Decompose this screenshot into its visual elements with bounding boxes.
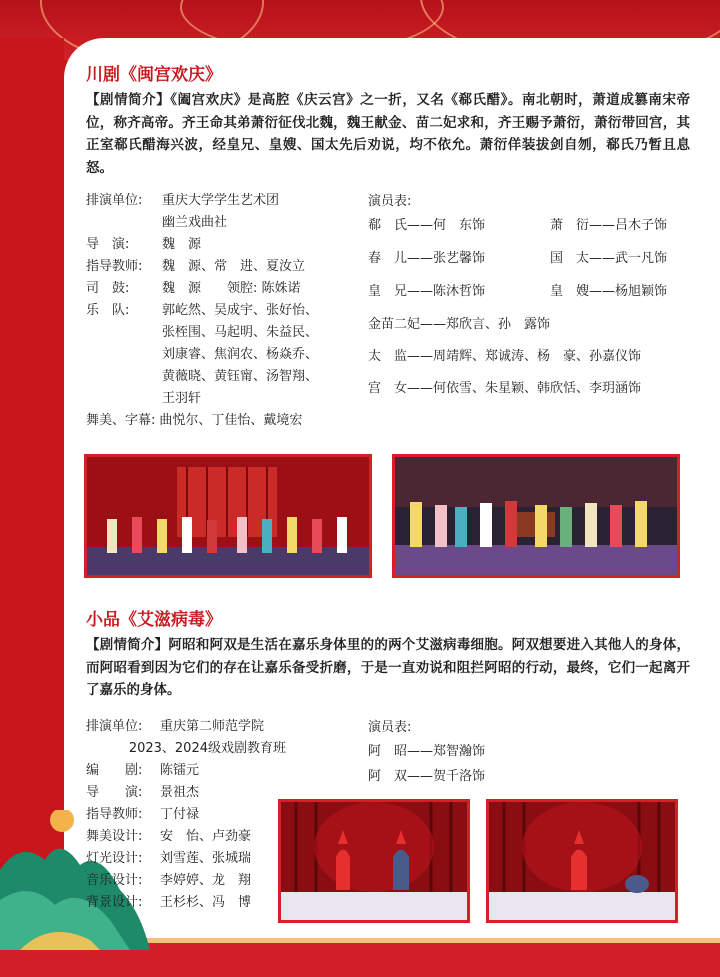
credit-label: 司 鼓: (86, 281, 130, 296)
stage-photo (278, 799, 470, 923)
credit-row (86, 278, 376, 300)
credit-value: 重庆大学学生艺术团 (162, 193, 280, 208)
credit-value: 2023、2024级戏剧教育班 (128, 741, 286, 756)
credit-label: 指导教师: (86, 807, 143, 822)
section-title-play1: 川剧《闽宫欢庆》 (86, 60, 222, 85)
credit-row (86, 738, 286, 760)
stage-scene-graphic (87, 457, 369, 575)
credit-row (86, 826, 286, 848)
credit-value: 王杉杉、冯 博 (160, 895, 252, 910)
credit-value: 魏 源 领腔: 陈姝诺 (162, 281, 301, 296)
credit-label: 编 剧: (86, 763, 143, 778)
credit-value: 安 怡、卢劲豪 (160, 829, 252, 844)
credit-row (86, 234, 376, 256)
section-title-play2: 小品《艾滋病毒》 (86, 605, 222, 630)
credit-label (86, 366, 162, 388)
stage-scene-graphic (281, 802, 467, 920)
credit-row (86, 716, 286, 738)
stage-photo (84, 454, 372, 578)
credit-value: 郭屹然、吴成宇、张好怡、 (162, 303, 319, 318)
cast-title: 演员表: (368, 720, 412, 735)
credit-value: 刘雪莲、张城瑞 (160, 851, 252, 866)
credit-value: 魏 源、常 进、夏汝立 (162, 259, 306, 274)
credit-row (86, 256, 376, 278)
cast-entry: 宫 女——何依雪、朱星颖、韩欣恬、李玥涵饰 (368, 381, 642, 396)
credit-value: 李婷婷、龙 翔 (160, 873, 252, 888)
credits-play1 (86, 190, 376, 432)
credit-row (86, 782, 286, 804)
credit-row (86, 322, 376, 344)
credit-label: 音乐设计: (86, 873, 143, 888)
credit-label (86, 322, 162, 344)
cast-entry: 皇 兄——陈沐哲饰 (368, 284, 486, 299)
cast-entry: 太 监——周靖辉、郑诚涛、杨 豪、孙嘉仪饰 (368, 349, 642, 364)
stage-scene-graphic (489, 802, 675, 920)
cast-list-play1 (368, 190, 698, 400)
cast-entry: 阿 昭——郑智瀚饰 (368, 744, 486, 759)
credit-row (86, 870, 286, 892)
credit-label: 背景设计: (86, 895, 143, 910)
credit-value: 陈镭元 (160, 763, 200, 778)
cast-list-play2 (368, 716, 568, 784)
credit-label: 导 演: (86, 785, 143, 800)
cast-entry: 国 太——武一凡饰 (550, 251, 668, 266)
credit-value: 魏 源 (162, 237, 202, 252)
left-border (0, 38, 64, 938)
credit-row (86, 892, 286, 914)
credit-label: 舞美、字幕: (86, 413, 156, 428)
cast-entry: 郗 氏——何 东饰 (368, 218, 486, 233)
credit-value: 丁付禄 (160, 807, 200, 822)
credit-label (86, 388, 162, 410)
credit-value: 刘康睿、焦润农、杨焱乔、 (162, 347, 319, 362)
credit-row (86, 760, 286, 782)
credit-row (86, 848, 286, 870)
credit-row (86, 300, 376, 322)
credit-value: 王羽轩 (162, 391, 202, 406)
credit-label: 排演单位: (86, 719, 143, 734)
credit-row (86, 410, 376, 432)
cast-entry: 春 儿——张艺馨饰 (368, 251, 486, 266)
cast-title: 演员表: (368, 194, 412, 209)
credit-row (86, 344, 376, 366)
cast-entry: 皇 嫂——杨旭颖饰 (550, 284, 668, 299)
stage-photo (392, 454, 680, 578)
credit-row (86, 212, 376, 234)
credit-label (86, 738, 129, 760)
credit-label: 排演单位: (86, 193, 143, 208)
synopsis-play2: 【剧情简介】阿昭和阿双是生活在嘉乐身体里的的两个艾滋病毒细胞。阿双想要进入其他人的身体，而阿昭看到因为它们的存在让嘉乐备受折磨，于是一直劝说和阻拦阿昭的行动，最终，它们一起离开了嘉乐的身体。 (86, 637, 690, 698)
cast-entry: 金苗二妃——郑欣言、孙 露饰 (368, 317, 551, 332)
credit-value: 重庆第二师范学院 (160, 719, 265, 734)
stage-photo (486, 799, 678, 923)
credit-label: 舞美设计: (86, 829, 143, 844)
cast-entry: 阿 双——贺千洛饰 (368, 769, 486, 784)
credit-row (86, 388, 376, 410)
credit-value: 曲悦尔、丁佳怡、戴境宏 (159, 413, 303, 428)
credit-row (86, 190, 376, 212)
credit-value: 景祖杰 (160, 785, 200, 800)
credit-value: 黄薇晓、黄钰甯、汤智翔、 (162, 369, 319, 384)
credit-label: 灯光设计: (86, 851, 143, 866)
credit-row (86, 804, 286, 826)
credit-row (86, 366, 376, 388)
synopsis-play1: 【剧情简介】《阖宫欢庆》是高腔《庆云宫》之一折，又名《郗氏醋》。南北朝时，萧道成篡南宋帝位，称齐高帝。齐王命其弟萧衍征伐北魏，魏王献金、苗二妃求和，齐王赐予萧衍，萧衍带回宫，其正室郗氏醋海兴波，经皇兄、皇嫂、国太先后劝说，均不依允。萧衍佯装拔剑自刎，郗氏乃暂且息怒。 (86, 92, 690, 176)
credit-label: 乐 队: (86, 303, 130, 318)
credit-value: 幽兰戏曲社 (162, 215, 228, 230)
cast-entry: 萧 衍——吕木子饰 (550, 218, 668, 233)
stage-scene-graphic (395, 457, 677, 575)
credit-label (86, 212, 162, 234)
credit-value: 张桎围、马起明、朱益民、 (162, 325, 319, 340)
credit-label: 导 演: (86, 237, 130, 252)
credit-label (86, 344, 162, 366)
credits-play2 (86, 716, 286, 914)
credit-label: 指导教师: (86, 259, 143, 274)
